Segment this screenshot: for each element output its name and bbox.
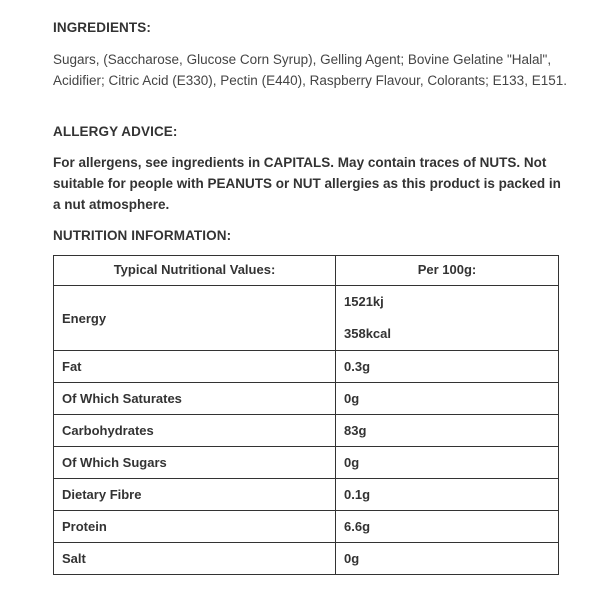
energy-kj: 1521kj [344, 294, 384, 309]
row-label: Dietary Fibre [54, 479, 336, 511]
allergy-text: For allergens, see ingredients in CAPITALS. May contain traces of NUTS. Not suitable for people with PEANUTS or NUT allergies as this product is packed in a nut atmosphere. [53, 155, 561, 212]
row-value: 0.3g [336, 351, 559, 383]
row-label: Protein [54, 511, 336, 543]
table-row [54, 351, 559, 383]
row-value: 83g [336, 415, 559, 447]
row-value: 0g [336, 447, 559, 479]
row-label: Salt [54, 543, 336, 575]
column-header-per-100g: Per 100g: [336, 256, 559, 286]
table-row [54, 415, 559, 447]
row-value: 0g [336, 383, 559, 415]
ingredients-text: Sugars, (Saccharose, Glucose Corn Syrup), Gelling Agent; Bovine Gelatine "Halal", Acidifier; Citric Acid (E330), Pectin (E440), Raspberry Flavour, Colorants; E133, E151. [53, 52, 567, 88]
table-row [54, 543, 559, 575]
row-value: 0.1g [336, 479, 559, 511]
table-row-energy [54, 286, 559, 351]
nutrition-heading: NUTRITION INFORMATION: [53, 228, 232, 243]
table-header-row [54, 256, 559, 286]
row-value: 6.6g [336, 511, 559, 543]
energy-kcal: 358kcal [344, 326, 391, 341]
row-value: 0g [336, 543, 559, 575]
table-row [54, 479, 559, 511]
energy-label: Energy [54, 286, 336, 351]
ingredients-heading: INGREDIENTS: [53, 20, 151, 35]
allergy-heading: ALLERGY ADVICE: [53, 124, 178, 139]
row-label: Of Which Sugars [54, 447, 336, 479]
row-label: Carbohydrates [54, 415, 336, 447]
row-label: Of Which Saturates [54, 383, 336, 415]
energy-value-cell [336, 286, 559, 351]
nutrition-table [53, 255, 559, 575]
row-label: Fat [54, 351, 336, 383]
table-row [54, 447, 559, 479]
table-row [54, 383, 559, 415]
table-row [54, 511, 559, 543]
column-header-values: Typical Nutritional Values: [54, 256, 336, 286]
